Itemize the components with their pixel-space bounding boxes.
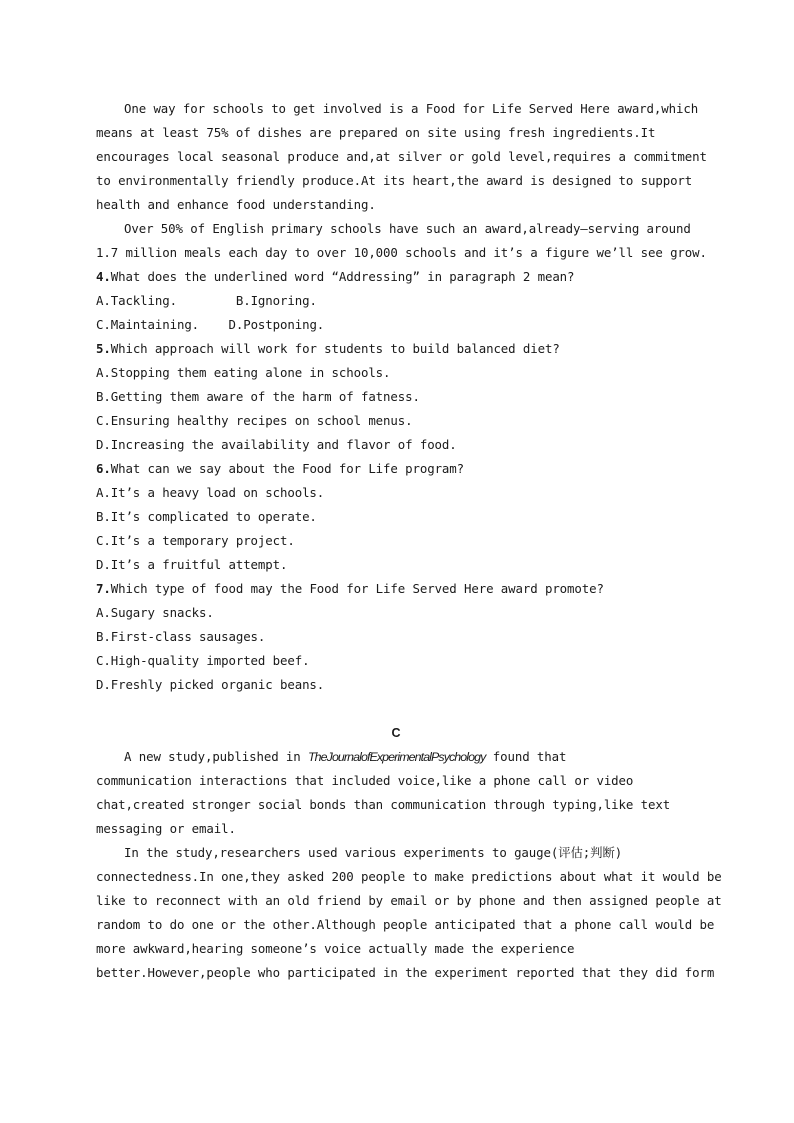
passage-line: Over 50% of English primary schools have such an award,already—serving around — [124, 221, 691, 236]
passage-line: chat,created stronger social bonds than communication through typing,like text — [96, 797, 671, 812]
passage-line: random to do one or the other.Although people anticipated that a phone call would be — [96, 917, 715, 932]
option-c: C.It’s a temporary project. — [96, 533, 295, 548]
passage-line: One way for schools to get involved is a Food for Life Served Here award,which — [124, 101, 699, 116]
question-number: 6. — [96, 461, 111, 476]
option-c: C.Maintaining. — [96, 317, 229, 332]
section-heading: C — [391, 726, 401, 740]
journal-title: TheJournalofExperimentalPsychology — [308, 750, 486, 764]
passage-line: more awkward,hearing someone’s voice actually made the experience — [96, 941, 575, 956]
option-d: D.Postponing. — [228, 317, 325, 332]
question-6 — [96, 457, 696, 481]
option-b: B.It’s complicated to operate. — [96, 509, 317, 524]
passage-line: means at least 75% of dishes are prepared on site using fresh ingredients.It — [96, 125, 656, 140]
option-d: D.It’s a fruitful attempt. — [96, 557, 288, 572]
document-page — [96, 97, 722, 985]
question-5 — [96, 337, 696, 361]
option-c: C.High-quality imported beef. — [96, 653, 310, 668]
option-b: B.Ignoring. — [235, 293, 317, 308]
option-a: A.It’s a heavy load on schools. — [96, 485, 325, 500]
passage-line: 1.7 million meals each day to over 10,000 schools and it’s a figure we’ll see grow. — [96, 245, 707, 260]
passage-line: better.However,people who participated in the experiment reported that they did form — [96, 965, 715, 980]
question-number: 4. — [96, 269, 111, 284]
question-number: 5. — [96, 341, 111, 356]
passage-line: connectedness.In one,they asked 200 people to make predictions about what it would be — [96, 869, 722, 884]
passage-line: messaging or email. — [96, 821, 236, 836]
option-d: D.Increasing the availability and flavor of food. — [96, 437, 457, 452]
passage-line: like to reconnect with an old friend by email or by phone and then assigned people at — [96, 893, 722, 908]
question-7 — [96, 577, 696, 601]
option-a: A.Tackling. — [96, 293, 236, 308]
passage-line: encourages local seasonal produce and,at silver or gold level,requires a commitment — [96, 149, 707, 164]
option-a: A.Stopping them eating alone in schools. — [96, 365, 391, 380]
passage-line — [96, 745, 696, 769]
option-b: B.Getting them aware of the harm of fatness. — [96, 389, 420, 404]
option-d: D.Freshly picked organic beans. — [96, 677, 325, 692]
question-number: 7. — [96, 581, 111, 596]
option-b: B.First-class sausages. — [96, 629, 266, 644]
question-text: What does the underlined word “Addressing” in paragraph 2 mean? — [110, 269, 575, 284]
option-c: C.Ensuring healthy recipes on school menus. — [96, 413, 413, 428]
question-text: Which type of food may the Food for Life Served Here award promote? — [110, 581, 604, 596]
option-row — [96, 313, 696, 337]
question-text: What can we say about the Food for Life program? — [110, 461, 465, 476]
option-row — [96, 289, 696, 313]
passage-line: communication interactions that included voice,like a phone call or video — [96, 773, 634, 788]
passage-line: health and enhance food understanding. — [96, 197, 376, 212]
question-text: Which approach will work for students to build balanced diet? — [110, 341, 560, 356]
passage-line: to environmentally friendly produce.At its heart,the award is designed to support — [96, 173, 693, 188]
option-a: A.Sugary snacks. — [96, 605, 214, 620]
passage-text: found that — [485, 749, 567, 764]
passage-text: A new study,published in — [124, 749, 308, 764]
question-4 — [96, 265, 696, 289]
passage-line: In the study,researchers used various experiments to gauge(评估;判断) — [124, 845, 623, 860]
